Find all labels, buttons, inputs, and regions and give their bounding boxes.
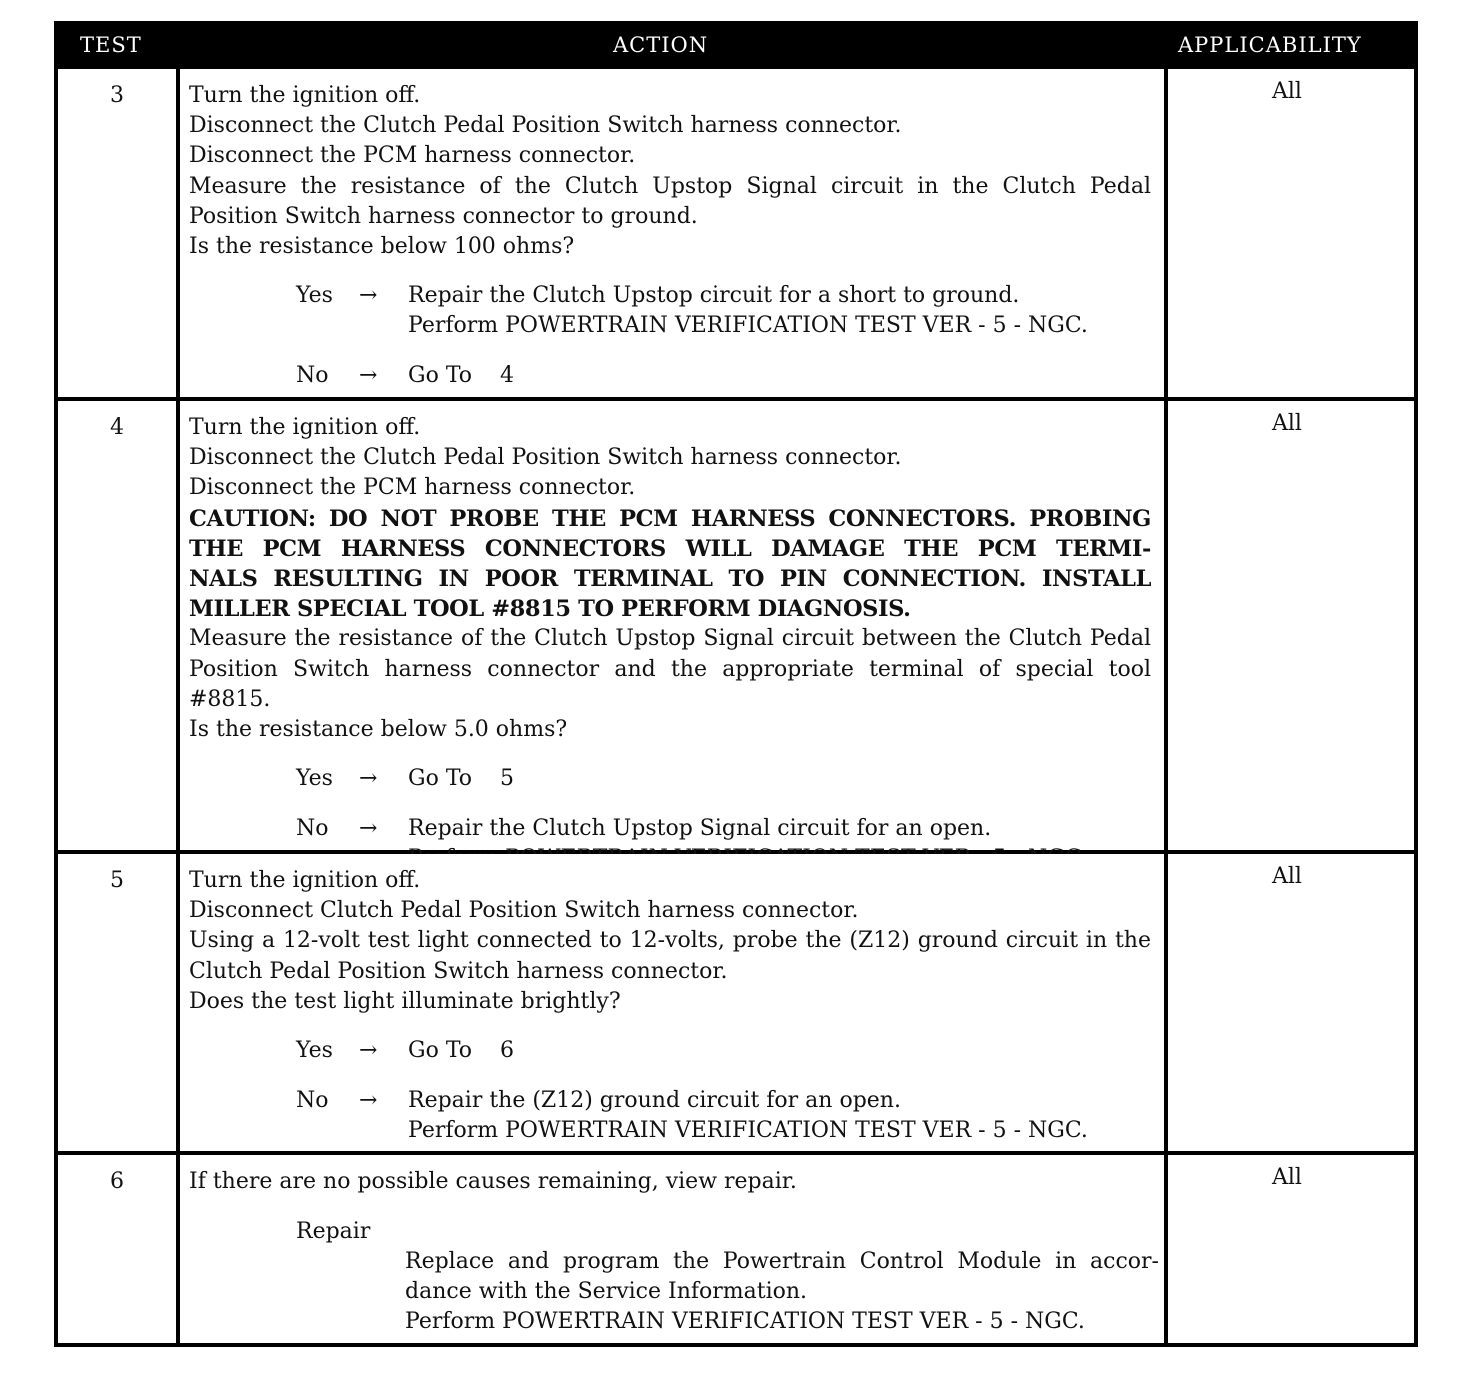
action-cell [180,854,1164,1151]
caution-line: CAUTION: DO NOT PROBE THE PCM HARNESS CONNECTORS. PROBING [189,505,1151,532]
yes-label: Yes [296,766,333,792]
test-cell [58,69,176,397]
action-line: Is the resistance below 5.0 ohms? [189,717,568,743]
no-result [189,361,1151,391]
action-line: Is the resistance below 100 ohms? [189,234,575,260]
repair-line: Replace and program the Powertrain Control Module in accor- [405,1249,1159,1275]
table-row [58,69,1414,397]
repair-line: dance with the Service Information. [405,1279,808,1305]
action-line: Turn the ignition off. [189,415,421,440]
caution-line: MILLER SPECIAL TOOL #8815 TO PERFORM DIAGNOSIS. [189,596,911,623]
applicability-value: All [1272,1165,1302,1190]
yes-result [189,281,1151,361]
header-test: TEST [80,33,142,57]
no-text-2: Perform POWERTRAIN VERIFICATION TEST VER - 5 - NGC. [408,1118,1088,1144]
header-applicability: APPLICABILITY [1178,33,1362,57]
action-line: Position Switch harness connector and the appropriate terminal of special tool #8815. [189,656,1151,712]
no-text: Repair the (Z12) ground circuit for an open. [408,1088,901,1114]
action-line: Measure the resistance of the Clutch Upstop Signal circuit in the Clutch Pedal [189,173,1151,199]
test-number: 4 [110,415,124,440]
diagnostic-table [54,21,1418,1347]
no-label: No [296,1088,329,1114]
action-cell [180,401,1164,850]
action-text [189,413,1151,874]
action-cell [180,1155,1164,1343]
applicability-value: All [1272,411,1302,436]
arrow-icon: → [359,816,378,842]
no-result [189,1086,1151,1146]
action-cell [180,69,1164,397]
table-header [58,25,1414,65]
no-label: No [296,363,329,389]
action-line: Position Switch harness connector to ground. [189,203,698,229]
yes-text: Go To 5 [408,766,514,792]
action-line: If there are no possible causes remaining, view repair. [189,1169,797,1194]
yes-text: Go To 6 [408,1038,514,1064]
applicability-cell [1168,854,1414,1151]
yes-text: Repair the Clutch Upstop circuit for a short to ground. [408,283,1020,309]
action-text [189,1167,1159,1337]
repair-line: Perform POWERTRAIN VERIFICATION TEST VER - 5 - NGC. [405,1309,1085,1335]
action-line: Does the test light illuminate brightly? [189,988,621,1014]
yes-result [189,764,1151,814]
applicability-cell [1168,401,1414,850]
action-line: Turn the ignition off. [189,83,421,108]
test-cell [58,401,176,850]
repair-label: Repair [296,1219,371,1245]
arrow-icon: → [359,766,378,792]
test-number: 6 [110,1169,124,1194]
action-line: Using a 12-volt test light connected to 12-volts, probe the (Z12) ground circuit in the [189,928,1151,954]
table-row [58,1155,1414,1343]
test-number: 5 [110,868,124,893]
action-line: Disconnect the PCM harness connector. [189,143,636,169]
table-row [58,401,1414,850]
action-line: Disconnect Clutch Pedal Position Switch harness connector. [189,898,859,924]
test-cell [58,854,176,1151]
header-action: ACTION [613,33,709,57]
arrow-icon: → [359,283,378,309]
table-row [58,854,1414,1151]
arrow-icon: → [359,1088,378,1114]
applicability-value: All [1272,864,1302,889]
applicability-cell [1168,1155,1414,1343]
yes-result [189,1036,1151,1086]
repair-text [405,1247,1159,1337]
action-text [189,866,1151,1146]
action-line: Disconnect the PCM harness connector. [189,475,636,501]
action-line: Disconnect the Clutch Pedal Position Switch harness connector. [189,113,902,139]
action-line: Clutch Pedal Position Switch harness connector. [189,958,728,984]
no-text: Repair the Clutch Upstop Signal circuit for an open. [408,816,992,842]
action-line: Turn the ignition off. [189,868,421,893]
yes-label: Yes [296,1038,333,1064]
no-text: Go To 4 [408,363,514,389]
applicability-value: All [1272,79,1302,104]
caution-line: THE PCM HARNESS CONNECTORS WILL DAMAGE THE PCM TERMI- [189,535,1151,562]
caution-line: NALS RESULTING IN POOR TERMINAL TO PIN CONNECTION. INSTALL [189,566,1151,593]
yes-text-2: Perform POWERTRAIN VERIFICATION TEST VER - 5 - NGC. [408,313,1088,339]
action-line: Measure the resistance of the Clutch Upstop Signal circuit between the Clutch Pedal [189,626,1151,652]
applicability-cell [1168,69,1414,397]
no-label: No [296,816,329,842]
test-number: 3 [110,83,124,108]
arrow-icon: → [359,363,378,389]
arrow-icon: → [359,1038,378,1064]
action-line: Disconnect the Clutch Pedal Position Switch harness connector. [189,445,902,471]
test-cell [58,1155,176,1343]
action-text [189,81,1151,391]
yes-label: Yes [296,283,333,309]
